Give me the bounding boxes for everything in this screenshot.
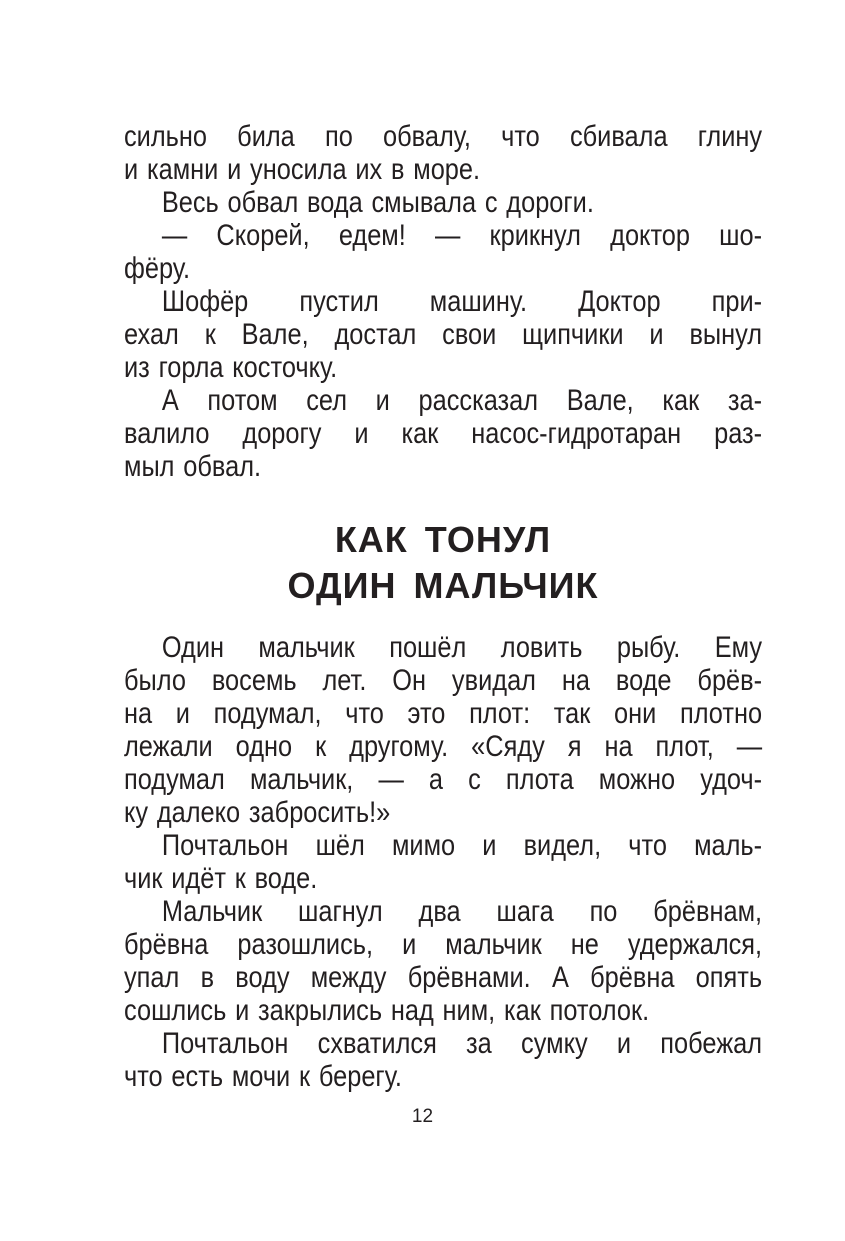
text-line: чик идёт к воде. (124, 862, 318, 895)
text-line: было восемь лет. Он увидал на воде брёв- (124, 664, 763, 697)
text-line: что есть мочи к берегу. (124, 1060, 402, 1093)
page-number: 12 (411, 1106, 434, 1127)
story-ending-text (124, 120, 762, 483)
text-line: Почтальон шёл мимо и видел, что маль- (161, 829, 763, 862)
text-line: — Скорей, едем! — крикнул доктор шо- (161, 219, 763, 252)
text-line: упал в воду между брёвнами. А брёвна опять (124, 961, 763, 994)
text-line: подумал мальчик, — а с плота можно удоч- (124, 763, 763, 796)
text-line: Весь обвал вода смывала с дороги. (161, 186, 594, 219)
text-line: на и подумал, что это плот: так они плотно (124, 697, 763, 730)
text-line: ехал к Вале, достал свои щипчики и вынул (124, 318, 763, 351)
text-line: мыл обвал. (124, 450, 262, 483)
text-line: из горла косточку. (124, 351, 338, 384)
text-line: фёру. (124, 252, 191, 285)
chapter-body-text (124, 631, 762, 1093)
text-line: брёвна разошлись, и мальчик не удержался, (124, 928, 763, 961)
text-line: Почтальон схватился за сумку и побежал (161, 1027, 763, 1060)
text-line: сошлись и закрылись над ним, как потолок. (124, 994, 650, 1027)
text-line: валило дорогу и как насос-гидротаран раз- (124, 417, 763, 450)
text-line: А потом сел и рассказал Вале, как за- (161, 384, 763, 417)
text-line: сильно била по обвалу, что сбивала глину (124, 120, 763, 153)
text-line: Шофёр пустил машину. Доктор при- (161, 285, 763, 318)
text-line: и камни и уносила их в море. (124, 153, 481, 186)
chapter-title-line-1: КАК ТОНУЛ (334, 519, 552, 560)
text-line: лежали одно к другому. «Сяду я на плот, — (124, 730, 763, 763)
chapter-title-line-2: ОДИН МАЛЬЧИК (287, 565, 599, 606)
chapter-title (124, 517, 762, 609)
text-line: Мальчик шагнул два шага по брёвнам, (161, 895, 763, 928)
text-line: ку далеко забросить!» (124, 796, 391, 829)
book-page (124, 120, 762, 1093)
text-line: Один мальчик пошёл ловить рыбу. Ему (161, 631, 763, 664)
